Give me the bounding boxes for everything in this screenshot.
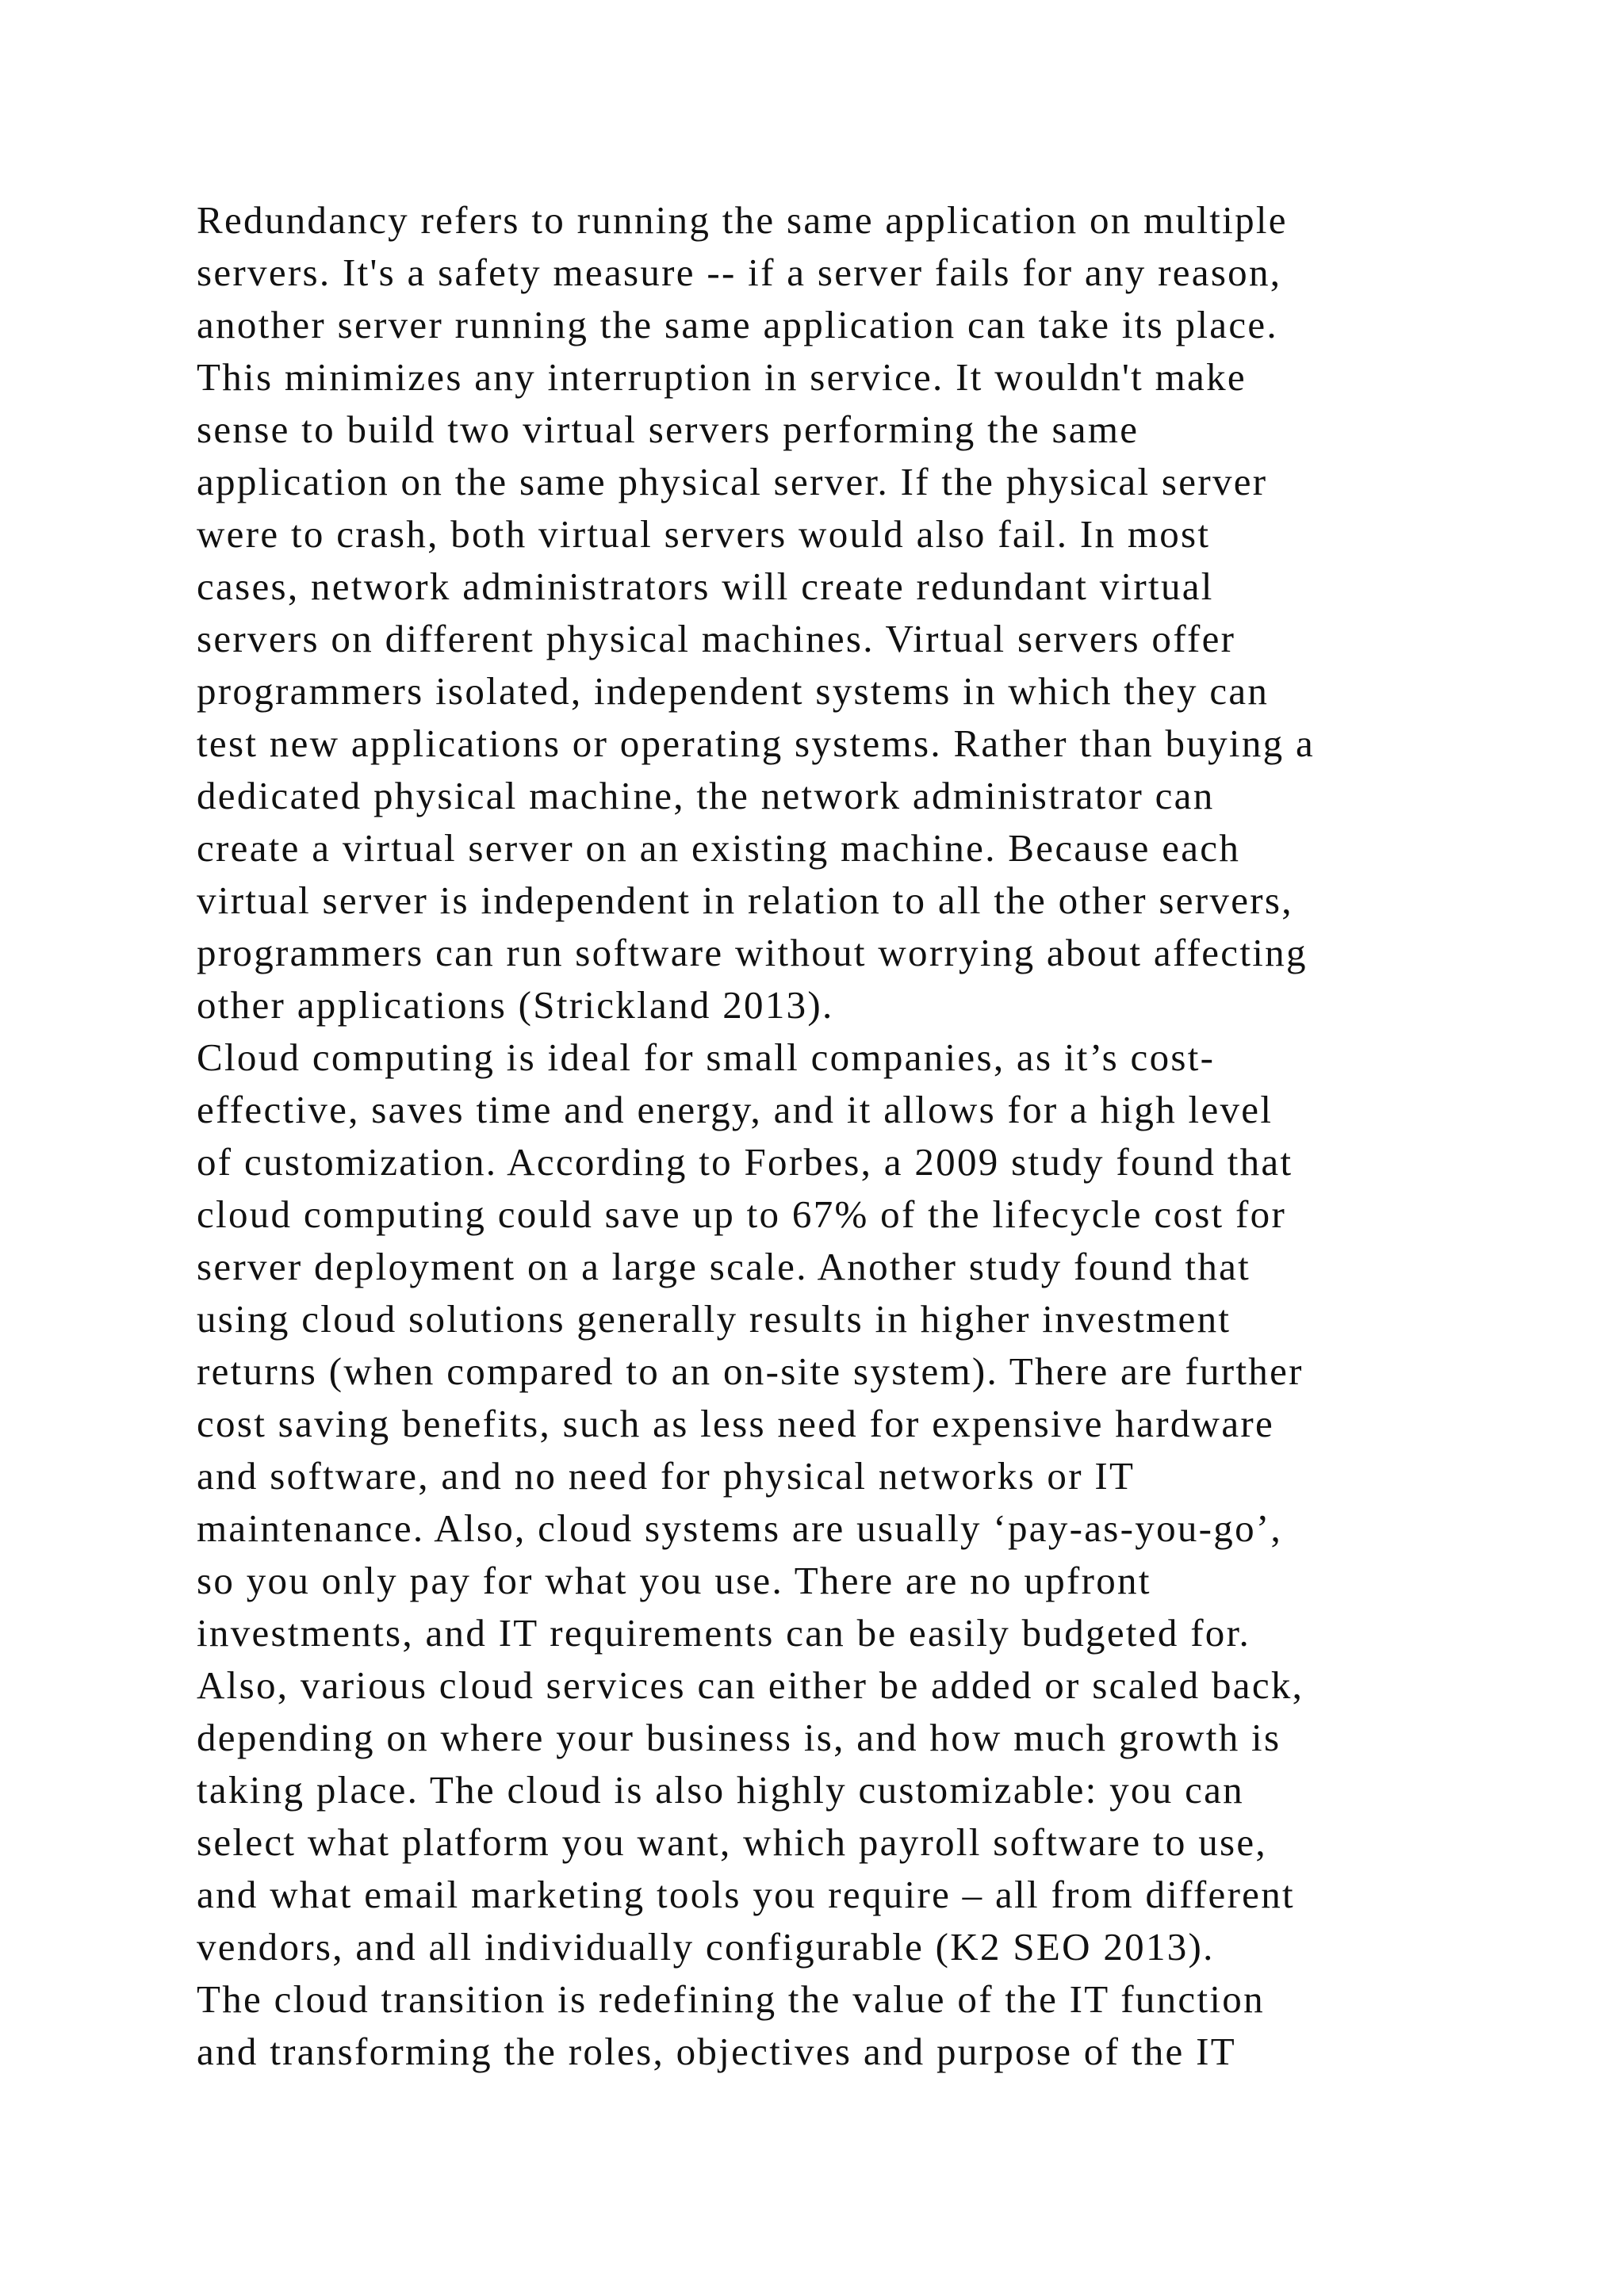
text-line: were to crash, both virtual servers would also fail. In most — [197, 512, 1211, 556]
text-line: Redundancy refers to running the same application on multiple — [197, 198, 1288, 242]
text-line: programmers isolated, independent systems in which they can — [197, 669, 1270, 713]
text-line: and transforming the roles, objectives and purpose of the IT — [197, 2030, 1236, 2073]
text-line: returns (when compared to an on-site system). There are further — [197, 1349, 1304, 1393]
text-line: investments, and IT requirements can be easily budgeted for. — [197, 1611, 1251, 1655]
text-line: so you only pay for what you use. There are no upfront — [197, 1559, 1151, 1602]
text-line: create a virtual server on an existing machine. Because each — [197, 826, 1241, 870]
body-text — [197, 194, 1481, 2078]
text-line: taking place. The cloud is also highly customizable: you can — [197, 1768, 1244, 1812]
text-line: cases, network administrators will create redundant virtual — [197, 564, 1214, 608]
text-line: and what email marketing tools you require – all from different — [197, 1873, 1295, 1916]
text-line: effective, saves time and energy, and it allows for a high level — [197, 1088, 1274, 1131]
text-line: This minimizes any interruption in service. It wouldn't make — [197, 355, 1247, 399]
text-line: another server running the same application can take its place. — [197, 303, 1278, 346]
text-line: Cloud computing is ideal for small companies, as it’s cost- — [197, 1035, 1216, 1079]
text-line: vendors, and all individually configurable (K2 SEO 2013). — [197, 1925, 1215, 1969]
text-line: application on the same physical server. If the physical server — [197, 460, 1268, 503]
text-line: of customization. According to Forbes, a 2009 study found that — [197, 1140, 1293, 1184]
text-line: using cloud solutions generally results in higher investment — [197, 1297, 1231, 1341]
text-line: depending on where your business is, and how much growth is — [197, 1716, 1281, 1759]
text-line: maintenance. Also, cloud systems are usually ‘pay-as-you-go’, — [197, 1506, 1283, 1550]
text-line: servers on different physical machines. Virtual servers offer — [197, 617, 1236, 660]
text-line: other applications (Strickland 2013). — [197, 983, 834, 1027]
text-line: dedicated physical machine, the network administrator can — [197, 774, 1215, 817]
text-line: and software, and no need for physical networks or IT — [197, 1454, 1136, 1498]
text-line: server deployment on a large scale. Another study found that — [197, 1245, 1251, 1288]
text-line: The cloud transition is redefining the value of the IT function — [197, 1977, 1265, 2021]
text-line: virtual server is independent in relation to all the other servers, — [197, 878, 1293, 922]
text-line: cloud computing could save up to 67% of the lifecycle cost for — [197, 1192, 1287, 1236]
text-line: test new applications or operating systems. Rather than buying a — [197, 721, 1316, 765]
text-line: sense to build two virtual servers performing the same — [197, 408, 1139, 451]
text-line: cost saving benefits, such as less need for expensive hardware — [197, 1402, 1275, 1445]
text-line: select what platform you want, which payroll software to use, — [197, 1820, 1267, 1864]
text-line: Also, various cloud services can either be added or scaled back, — [197, 1663, 1304, 1707]
text-line: servers. It's a safety measure -- if a server fails for any reason, — [197, 251, 1282, 294]
text-line: programmers can run software without worrying about affecting — [197, 931, 1308, 974]
